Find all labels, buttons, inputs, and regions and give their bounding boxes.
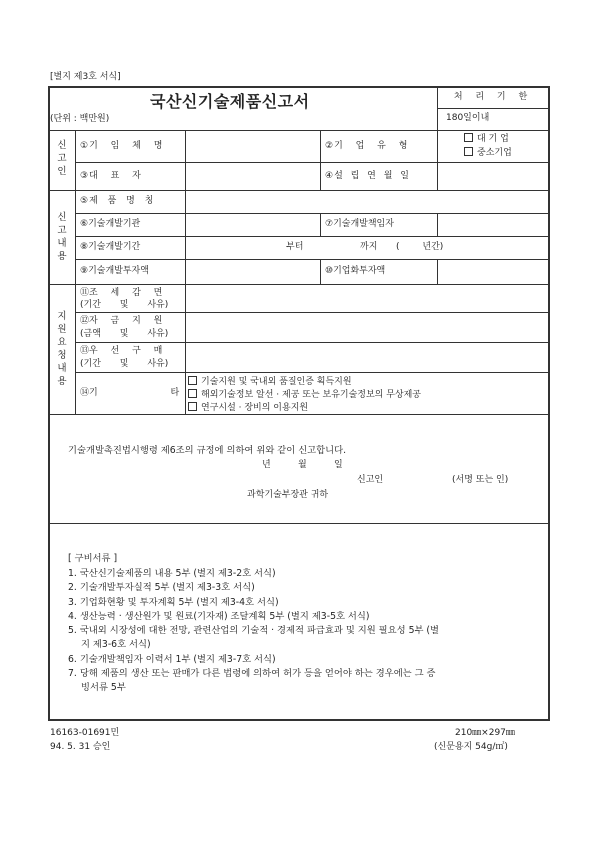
option-sme[interactable]: 중소기업 <box>464 147 512 159</box>
document-item: 6. 기술개발책임자 이력서 1부 (별지 제3-7호 서식) <box>68 654 276 665</box>
founding-date-label: ④설 립 연 월 일 <box>325 171 410 181</box>
document-item-cont: 지 제3-6호 서식) <box>81 639 151 650</box>
form-number: [별지 제3호 서식] <box>50 72 121 82</box>
document-item: 5. 국내외 시장성에 대한 전망, 관련산업의 기술적 · 경제적 파급효과 및 지원 필요성 5부 (별 <box>68 625 440 636</box>
commercial-investment-label: ⑩기업화투자액 <box>325 266 386 276</box>
company-name-label: ①기 임 체 명 <box>80 141 164 151</box>
signature-label: (서명 또는 인) <box>452 475 509 485</box>
documents-heading: [ 구비서류 ] <box>68 553 118 564</box>
dev-investment-label: ⑨기술개발투자액 <box>80 266 149 276</box>
dev-period-label: ⑧기술개발기간 <box>80 242 141 252</box>
option-large-company[interactable]: 대 기 업 <box>464 133 509 145</box>
priority-purchase-label: ⑬우 선 구 매 <box>80 346 163 356</box>
checkbox-icon <box>464 133 473 142</box>
company-type-label: ②기 업 유 형 <box>325 141 409 151</box>
fund-support-sub: (금액 및 사유) <box>80 329 169 339</box>
other-option-quality[interactable]: 기술지원 및 국내외 품질인증 획득지원 <box>188 376 352 388</box>
tax-reduction-label: ⑪조 세 감 면 <box>80 288 163 298</box>
other-option-facility[interactable]: 연구시설 · 장비의 이용지원 <box>188 402 308 414</box>
document-item: 1. 국산신기술제품의 내용 5부 (별지 제3-2호 서식) <box>68 568 276 579</box>
period-to: 까지 <box>360 242 378 252</box>
date-day: 일 <box>334 460 343 470</box>
representative-label: ③대 표 자 <box>80 171 142 181</box>
tax-reduction-sub: (기간 및 사유) <box>80 300 169 310</box>
dev-manager-label: ⑦기술개발책임자 <box>325 219 394 229</box>
document-item: 2. 기술개발투자실적 5부 (별지 제3-3호 서식) <box>68 582 255 593</box>
checkbox-icon <box>188 402 197 411</box>
checkbox-icon <box>188 389 197 398</box>
other-label: ⑭기 타 <box>80 388 180 398</box>
date-month: 월 <box>298 460 307 470</box>
section-details: 신 고 내 용 <box>57 212 67 262</box>
dev-agency-label: ⑥기술개발기관 <box>80 219 141 229</box>
processing-label: 처 리 기 한 <box>453 92 533 102</box>
document-item-cont: 빙서류 5부 <box>81 682 126 693</box>
footer-code: 16163-01691민 <box>50 728 120 738</box>
page-title: 국산신기술제품신고서 <box>150 92 310 111</box>
priority-purchase-sub: (기간 및 사유) <box>80 359 169 369</box>
footer-size: 210㎜×297㎜ <box>455 728 515 738</box>
fund-support-label: ⑫자 금 지 원 <box>80 316 163 326</box>
processing-period: 180일이내 <box>446 113 490 123</box>
date-year: 년 <box>262 460 271 470</box>
checkbox-icon <box>188 376 197 385</box>
unit-label: (단위 : 백만원) <box>50 114 110 124</box>
document-item: 4. 생산능력 · 생산원가 및 원료(기자재) 조달계획 5부 (별지 제3-5호 서식) <box>68 611 370 622</box>
recipient: 과학기술부장관 귀하 <box>247 490 329 500</box>
other-option-info[interactable]: 해외기술정보 알선 · 제공 또는 보유기술정보의 무상제공 <box>188 389 421 401</box>
document-item: 3. 기업화현황 및 투자계획 5부 (별지 제3-4호 서식) <box>68 597 279 608</box>
declaration-statement: 기술개발촉진법시행령 제6조의 규정에 의하여 위와 같이 신고합니다. <box>68 445 347 456</box>
footer-paper: (신문용지 54g/㎡) <box>434 742 508 752</box>
product-name-label: ⑤제 품 명 칭 <box>80 196 155 206</box>
period-from: 부터 <box>286 242 304 252</box>
section-applicant: 신 고 인 <box>57 140 67 177</box>
declarant-label: 신고인 <box>357 475 384 485</box>
footer-approval: 94. 5. 31 승인 <box>50 742 111 752</box>
checkbox-icon <box>464 147 473 156</box>
document-item: 7. 당해 제품의 생산 또는 판매가 다른 법령에 의하여 허가 등을 얻어야 하는 경우에는 그 증 <box>68 668 436 679</box>
period-years: ( 년간) <box>396 242 444 252</box>
section-support: 지 원 요 청 내 용 <box>57 311 67 387</box>
